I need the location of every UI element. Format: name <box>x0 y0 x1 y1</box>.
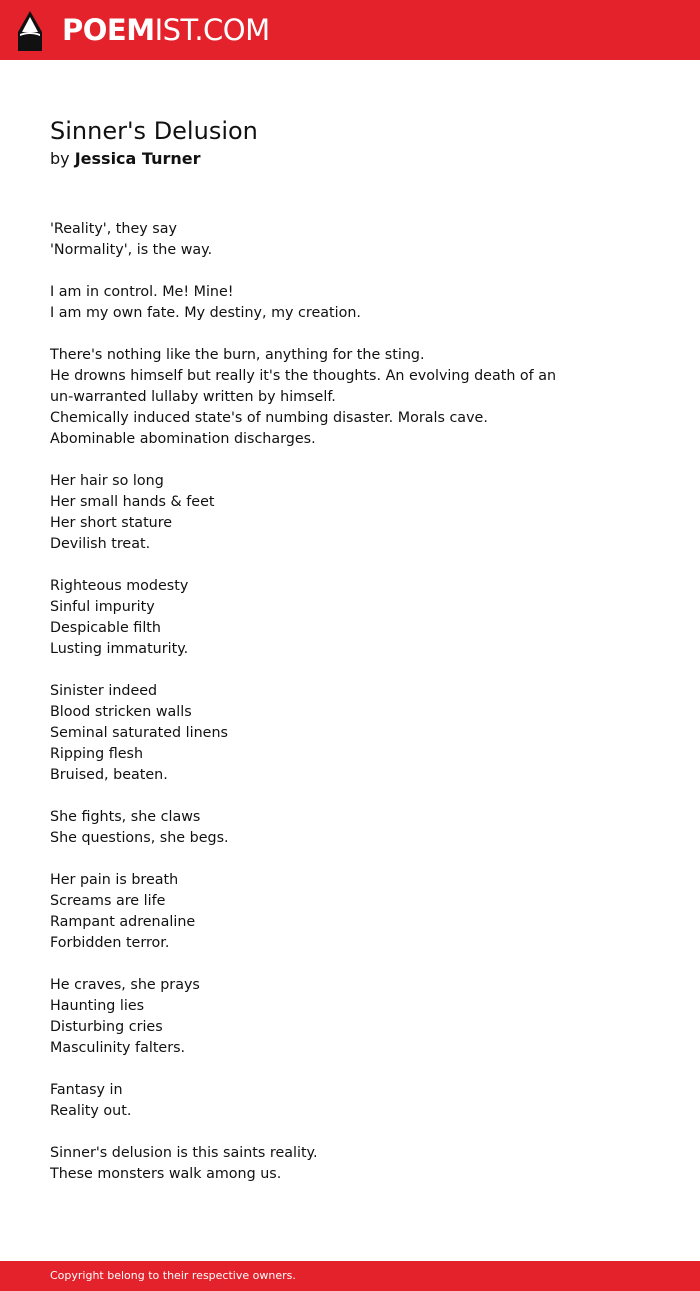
poem-line: Seminal saturated linens <box>50 725 228 741</box>
poem-line: Disturbing cries <box>50 1019 163 1035</box>
poem-line: un-warranted lullaby written by himself. <box>50 389 336 405</box>
poem-stanza <box>50 282 550 324</box>
poem-line: Forbidden terror. <box>50 935 170 951</box>
poem-line: Fantasy in <box>50 1082 123 1098</box>
poem-stanza <box>50 471 550 555</box>
poem-stanza <box>50 1143 550 1185</box>
poem-stanza <box>50 219 550 261</box>
site-logo[interactable] <box>62 12 270 48</box>
poem-line: Rampant adrenaline <box>50 914 196 930</box>
poem-stanza <box>50 576 550 660</box>
copyright-text: Copyright belong to their respective owners. <box>50 1269 296 1282</box>
poem-line: Ripping flesh <box>50 746 144 762</box>
author-name: Jessica Turner <box>74 149 201 168</box>
poem-line: Devilish treat. <box>50 536 151 552</box>
by-label: by <box>50 149 70 168</box>
poem-stanza <box>50 975 550 1059</box>
poem-line: Bruised, beaten. <box>50 767 168 783</box>
poem-stanza <box>50 345 557 450</box>
poem-line: Haunting lies <box>50 998 145 1014</box>
poem-line: She questions, she begs. <box>50 830 229 846</box>
poem-line: Masculinity falters. <box>50 1040 186 1056</box>
poem-stanza <box>50 681 550 786</box>
pencil-tip-icon[interactable] <box>17 10 43 52</box>
poem-title: Sinner's Delusion <box>50 117 258 145</box>
poem-line: Her hair so long <box>50 473 164 489</box>
logo-light-text: IST.COM <box>154 13 270 47</box>
poem-line: Her short stature <box>50 515 173 531</box>
poem-line: I am my own fate. My destiny, my creation. <box>50 305 361 321</box>
logo-bold-text: POEM <box>62 13 155 47</box>
poem-line: Reality out. <box>50 1103 132 1119</box>
poem-line: She fights, she claws <box>50 809 201 825</box>
poem-line: Sinister indeed <box>50 683 158 699</box>
poem-line: He craves, she prays <box>50 977 200 993</box>
poem-line: 'Normality', is the way. <box>50 242 213 258</box>
poem-line: Her small hands & feet <box>50 494 215 510</box>
poem-line: Blood stricken walls <box>50 704 192 720</box>
poem-stanza <box>50 1080 550 1122</box>
poem-line: Screams are life <box>50 893 166 909</box>
poem-line: 'Reality', they say <box>50 221 177 237</box>
poem-line: Sinner's delusion is this saints reality. <box>50 1145 318 1161</box>
poem-line: He drowns himself but really it's the thoughts. An evolving death of an <box>50 368 557 384</box>
poem-line: There's nothing like the burn, anything for the sting. <box>50 347 425 363</box>
poem-stanza <box>50 870 550 954</box>
poem-line: I am in control. Me! Mine! <box>50 284 234 300</box>
byline <box>50 148 200 170</box>
site-header <box>0 0 700 60</box>
poem-line: Lusting immaturity. <box>50 641 189 657</box>
poem-line: Sinful impurity <box>50 599 155 615</box>
poem-line: These monsters walk among us. <box>50 1166 282 1182</box>
poem-line: Abominable abomination discharges. <box>50 431 316 447</box>
poem-line: Righteous modesty <box>50 578 189 594</box>
poem-body <box>50 219 557 1185</box>
poem-line: Chemically induced state's of numbing disaster. Morals cave. <box>50 410 488 426</box>
site-footer <box>0 1261 700 1291</box>
poem-line: Despicable filth <box>50 620 161 636</box>
poem-stanza <box>50 807 550 849</box>
poem-line: Her pain is breath <box>50 872 179 888</box>
